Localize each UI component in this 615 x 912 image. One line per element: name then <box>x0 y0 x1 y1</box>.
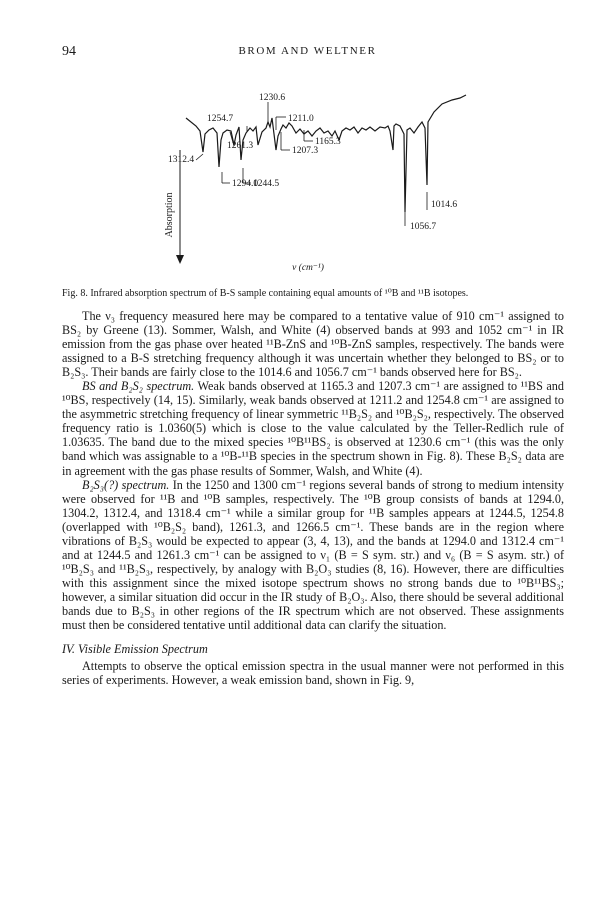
paragraph-heading: BS and B₂S₂ spectrum. <box>82 379 195 394</box>
spectrum-trace <box>186 95 466 212</box>
peak-label: 1294.0 <box>232 179 259 189</box>
paragraph: Attempts to observe the optical emission spectra in the usual manner were not performed in this series of experiments. However, a weak emission band, shown in Fig. 9, <box>62 659 564 688</box>
running-head: BROM AND WELTNER <box>238 45 377 57</box>
arrow-head <box>176 255 184 264</box>
peak-label: 1254.7 <box>207 114 234 124</box>
peak-label: 1056.7 <box>410 222 437 232</box>
paragraph: The ν₃ frequency measured here may be compared to a tentative value of 910 cm⁻¹ assigned to BS₂ by Greene (13). Sommer, Walsh, and White (4) observed bands at 993 and 1052 cm⁻¹ in IR emission from the gas phase over heated ¹¹B-ZnS and ¹⁰B-ZnS samples, respectively. The bands were assigned to a B-S stretching frequency although it was uncertain whether they belonged to BS₂ or to B₂S₃. Their bands are fairly close to the 1014.6 and 1056.7 cm⁻¹ bands observed here for BS₂. <box>62 309 564 380</box>
paragraph-heading: B₂S₃(?) spectrum. <box>82 477 170 492</box>
peak-label: 1312.4 <box>168 155 195 165</box>
x-axis-label: ν (cm⁻¹) <box>292 263 324 273</box>
paragraph <box>62 478 564 633</box>
peak-label: 1230.6 <box>259 93 286 103</box>
peak-label: 1014.6 <box>431 200 458 210</box>
peak-label: 1211.0 <box>288 114 314 124</box>
y-axis-label: Absorption <box>164 192 175 238</box>
page-number: 94 <box>62 44 76 59</box>
ir-spectrum-figure <box>0 0 615 290</box>
body-text <box>62 309 564 687</box>
peak-label: 1244.5 <box>253 179 280 189</box>
paragraph-text: In the 1250 and 1300 cm⁻¹ regions several bands of strong to medium intensity were observed for ¹¹B and ¹⁰B samples, respectively. The ¹⁰B group consists of bands at 1294.0, 1304.2, 1312.4, and 1318.4 cm⁻¹ while a similar group for ¹¹B samples appears at 1244.5, 1254.8 (overlapped with ¹⁰B₂S₂ band), 1261.3, and 1266.5 cm⁻¹. These bands are in the region where vibrations of B₂S₃ would be expected to appear (3, 4, 13), and the bands at 1294.0 and 1312.4 cm⁻¹ and at 1244.5 and 1261.3 cm⁻¹ can be assigned to ν₁ (B = S sym. str.) and ν₆ (B = S asym. str.) of ¹⁰B₂S₃ and ¹¹B₂S₃, respectively, by analogy with B₂O₃ studies (8, 16). However, there are difficulties with this assignment since the mixed isotope spectrum shows no strong bands due to ¹⁰B¹¹BS₃; however, a similar situation did occur in the IR study of B₂O₃. Also, there should be several additional bands due to B₂S₃ in other regions of the IR spectrum which are not observed. These assignments must then be considered tentative until additional data can clarify the situation. <box>62 477 564 633</box>
figure-caption: Fig. 8. Infrared absorption spectrum of B-S sample containing equal amounts of ¹⁰B and ¹¹B isotopes. <box>62 288 469 299</box>
peak-label: 1165.3 <box>315 137 341 147</box>
peak-label: 1207.3 <box>292 146 319 156</box>
paragraph <box>62 379 564 477</box>
peak-label: 1261.3 <box>227 141 254 151</box>
paragraph-text: Weak bands observed at 1165.3 and 1207.3 cm⁻¹ are assigned to ¹¹BS and ¹⁰BS, respectively (14, 15). Similarly, weak bands observed at 1211.2 and 1254.8 cm⁻¹ are assigned to the asymmetric stretching frequency of linear symmetric ¹¹B₂S₂ and ¹⁰B₂S₂, respectively. The observed frequency ratio is 1.0360(5) which is close to the value calculated by the Teller-Redlich rule of 1.03635. The band due to the mixed species ¹⁰B¹¹BS₂ is observed at 1230.6 cm⁻¹ (this was the only band which was assignable to a ¹⁰B-¹¹B species in the spectrum shown in Fig. 8). These B₂S₂ data are in agreement with the gas phase results of Sommer, Walsh, and White (4). <box>62 379 564 478</box>
section-title: IV. Visible Emission Spectrum <box>62 642 208 657</box>
